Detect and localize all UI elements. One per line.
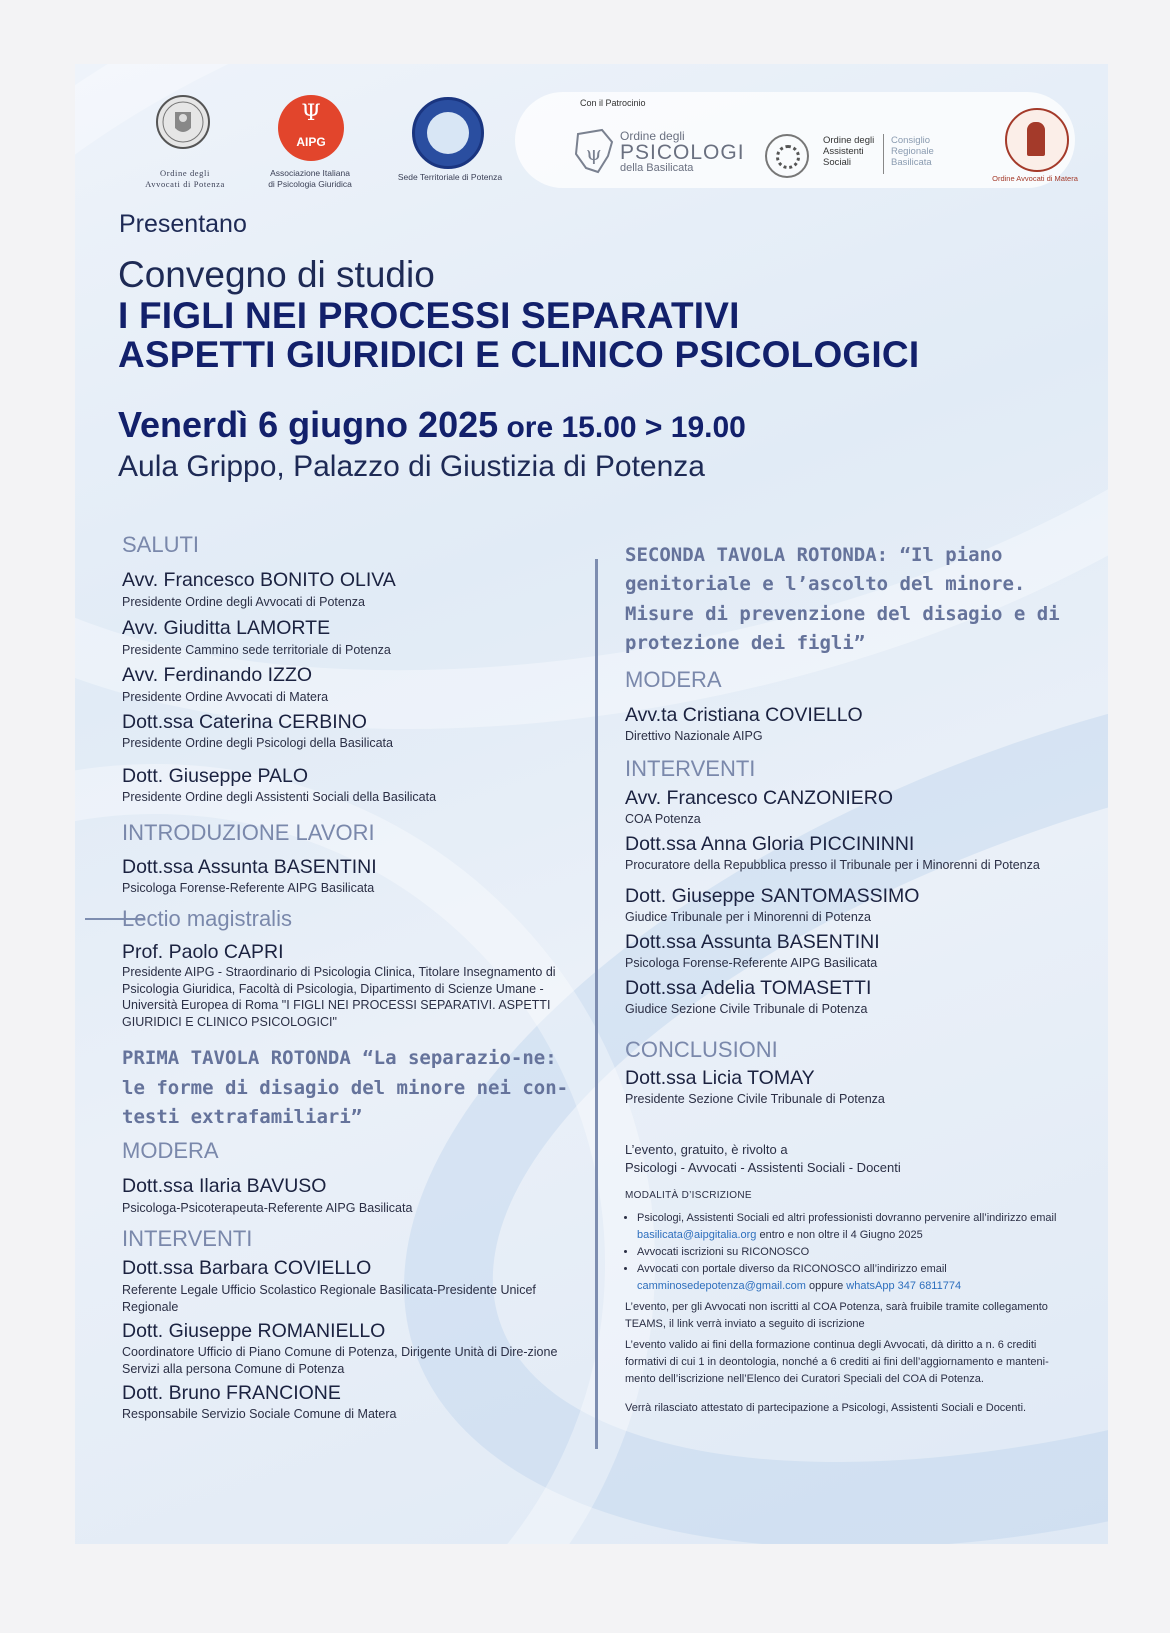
speaker-role: Psicologa Forense-Referente AIPG Basilicata (122, 881, 375, 895)
consiglio-regionale-caption: Consiglio Regionale Basilicata (891, 135, 934, 168)
bullet-text: Avvocati con portale diverso da RICONOSCO all’indirizzo email (637, 1262, 947, 1275)
event-title-line1: I FIGLI NEI PROCESSI SEPARATIVI (118, 295, 740, 336)
section-introduzione: INTRODUZIONE LAVORI (122, 820, 375, 845)
speaker-name: Avv. Ferdinando IZZO (122, 664, 313, 686)
speaker-role: Presidente AIPG - Straordinario di Psicologia Clinica, Titolare Insegnamento di Psicologia Giuridica, Facoltà di Psicologia, Dipartimento di Scienze Umane - Università Europea di Roma "I FIGLI NEI PROCESSI SEPARATIVI. ASPETTI GIURIDICI E CLINICO PSICOLOGICI" (122, 965, 556, 1029)
convegno-label: Convegno di studio (118, 254, 435, 295)
cammino-logo-icon (412, 97, 484, 169)
speaker-name: Dott.ssa Barbara COVIELLO (122, 1257, 372, 1279)
psicologi-line1: Ordine degli (620, 129, 685, 143)
speaker-role: Procuratore della Repubblica presso il Tribunale per i Minorenni di Potenza (625, 858, 1040, 872)
speaker-name: Avv. Giuditta LAMORTE (122, 617, 331, 639)
avvocati-matera-caption: Ordine Avvocati di Matera (992, 174, 1078, 183)
speaker-name: Dott.ssa Anna Gloria PICCININNI (625, 833, 915, 855)
speaker-role: Presidente Sezione Civile Tribunale di Potenza (625, 1092, 885, 1106)
speaker-role: Psicologa-Psicoterapeuta-Referente AIPG Basilicata (122, 1201, 413, 1215)
psicologi-logo (620, 130, 745, 174)
event-time: ore 15.00 > 19.00 (498, 411, 746, 444)
list-item: • Avvocati iscrizioni su RICONOSCO (637, 1244, 1075, 1261)
divider (883, 134, 884, 174)
event-date: Venerdì 6 giugno 2025 (118, 404, 499, 445)
iscrizione-block (625, 1188, 1075, 1417)
speaker-role: Presidente Ordine degli Avvocati di Potenza (122, 595, 365, 609)
speaker-name: Dott.ssa Assunta BASENTINI (625, 931, 880, 953)
event-date-line (118, 404, 746, 446)
speaker-role: Presidente Ordine degli Assistenti Sociali della Basilicata (122, 790, 437, 804)
section-lectio: Lectio magistralis (122, 906, 292, 931)
email-link[interactable]: basilicata@aipgitalia.org (637, 1228, 757, 1241)
section-modera: MODERA (625, 667, 722, 692)
speaker-role: Giudice Sezione Civile Tribunale di Potenza (625, 1002, 868, 1016)
modalita-heading: MODALITÀ D’ISCRIZIONE (625, 1190, 752, 1201)
speaker-name: Dott.ssa Assunta BASENTINI (122, 856, 377, 878)
poster (75, 64, 1108, 1544)
aipg-logo-icon: Ψ AIPG (278, 95, 344, 161)
aipg-caption: Associazione Italiana di Psicologia Giuridica (268, 168, 352, 189)
seconda-tavola-rotonda: SECONDA TAVOLA ROTONDA: “Il piano genitoriale e l’ascolto del minore. Misure di prevenzione del disagio e di protezione dei figli” (625, 544, 1060, 655)
email-link[interactable]: camminosedepotenza@gmail.com (637, 1279, 806, 1292)
avvocati-matera-seal-icon (1005, 108, 1069, 172)
section-modera: MODERA (122, 1138, 219, 1163)
assistenti-sociali-logo-icon (765, 134, 809, 178)
speaker-role: Presidente Ordine Avvocati di Matera (122, 690, 329, 704)
presentano-label: Presentano (119, 210, 247, 238)
event-title-line2: ASPETTI GIURIDICI E CLINICO PSICOLOGICI (118, 334, 920, 375)
basilicata-map-icon (572, 128, 616, 176)
bullet-text: Psicologi, Assistenti Sociali ed altri professionisti dovranno pervenire all’indirizzo email (637, 1211, 1057, 1224)
list-item (637, 1210, 1075, 1244)
attestato-note: Verrà rilasciato attestato di partecipazione a Psicologi, Assistenti Sociali e Docenti. (625, 1401, 1027, 1414)
speaker-name: Dott. Giuseppe SANTOMASSIMO (625, 885, 920, 907)
speaker-role: Responsabile Servizio Sociale Comune di Matera (122, 1407, 397, 1421)
speaker-name: Dott.ssa Caterina CERBINO (122, 711, 367, 733)
cammino-caption: Sede Territoriale di Potenza (397, 172, 503, 182)
evento-line2: Psicologi - Avvocati - Assistenti Sociali - Docenti (625, 1159, 901, 1175)
speaker-name: Dott.ssa Adelia TOMASETTI (625, 977, 872, 999)
evento-line1: L’evento, gratuito, è rivolto a (625, 1142, 788, 1157)
speaker-name: Dott. Giuseppe ROMANIELLO (122, 1320, 386, 1342)
whatsapp-link[interactable]: whatsApp 347 6811774 (846, 1279, 962, 1292)
prima-tavola-rotonda (122, 1044, 582, 1133)
speaker-name: Dott. Bruno FRANCIONE (122, 1382, 341, 1404)
speaker-role: Giudice Tribunale per i Minorenni di Potenza (625, 910, 871, 924)
speaker-role: COA Potenza (625, 812, 701, 826)
psicologi-line3: della Basilicata (620, 162, 694, 174)
patrocinio-label: Con il Patrocinio (580, 98, 646, 108)
speaker-role: Presidente Ordine degli Psicologi della Basilicata (122, 736, 393, 750)
section-conclusioni: CONCLUSIONI (625, 1037, 778, 1062)
prima-tavola-label: PRIMA TAVOLA ROTONDA (122, 1047, 351, 1069)
aipg-mark: AIPG (296, 135, 326, 149)
event-venue: Aula Grippo, Palazzo di Giustizia di Potenza (118, 450, 705, 483)
modalita-list (625, 1210, 1075, 1295)
teams-note: L’evento, per gli Avvocati non iscritti al COA Potenza, sarà fruibile tramite collegamento TEAMS, il link verrà inviato a seguito di iscrizione (625, 1300, 1048, 1330)
psicologi-line2: PSICOLOGI (620, 141, 745, 164)
avvocati-potenza-seal-icon (155, 94, 211, 150)
speaker-name: Avv. Francesco CANZONIERO (625, 787, 894, 809)
speaker-name: Dott.ssa Ilaria BAVUSO (122, 1175, 327, 1197)
assistenti-sociali-caption: Ordine degli Assistenti Sociali (823, 135, 875, 168)
speaker-role: Presidente Cammino sede territoriale di Potenza (122, 643, 391, 657)
speaker-name: Prof. Paolo CAPRI (122, 941, 284, 963)
evento-info (625, 1141, 901, 1176)
avvocati-potenza-caption: Ordine degli Avvocati di Potenza (145, 168, 225, 189)
speaker-name: Dott. Giuseppe PALO (122, 765, 309, 787)
bullet-text: oppure (805, 1279, 847, 1292)
speaker-name: Avv.ta Cristiana COVIELLO (625, 704, 863, 726)
speaker-role: Referente Legale Ufficio Scolastico Regionale Basilicata-Presidente Unicef Regionale (122, 1283, 536, 1314)
speaker-role: Direttivo Nazionale AIPG (625, 729, 763, 743)
bullet-text: entro e non oltre il 4 Giugno 2025 (756, 1228, 923, 1241)
prima-tavola-text: “La separazio-ne: le forme di disagio del minore nei con-testi extrafamiliari” (122, 1047, 569, 1128)
section-interventi: INTERVENTI (122, 1226, 253, 1251)
list-item (637, 1261, 1075, 1295)
speaker-name: Avv. Francesco BONITO OLIVA (122, 569, 396, 591)
speaker-role: Coordinatore Ufficio di Piano Comune di Potenza, Dirigente Unità di Dire-zione Servizi alla persona Comune di Potenza (122, 1345, 558, 1376)
crediti-note: L’evento valido ai fini della formazione continua degli Avvocati, dà diritto a n. 6 crediti formativi di cui 1 in deontologia, nonché a 6 crediti ai fini dell’aggiornamento e manteni-mento dell’iscrizione nell’Elenco dei Curatori Speciali del COA di Potenza. (625, 1338, 1049, 1385)
speaker-name: Dott.ssa Licia TOMAY (625, 1067, 815, 1089)
speaker-role: Psicologa Forense-Referente AIPG Basilicata (625, 956, 878, 970)
svg-text:ψ: ψ (586, 141, 602, 165)
section-saluti: SALUTI (122, 532, 200, 557)
column-divider (595, 559, 598, 1449)
section-interventi: INTERVENTI (625, 756, 756, 781)
